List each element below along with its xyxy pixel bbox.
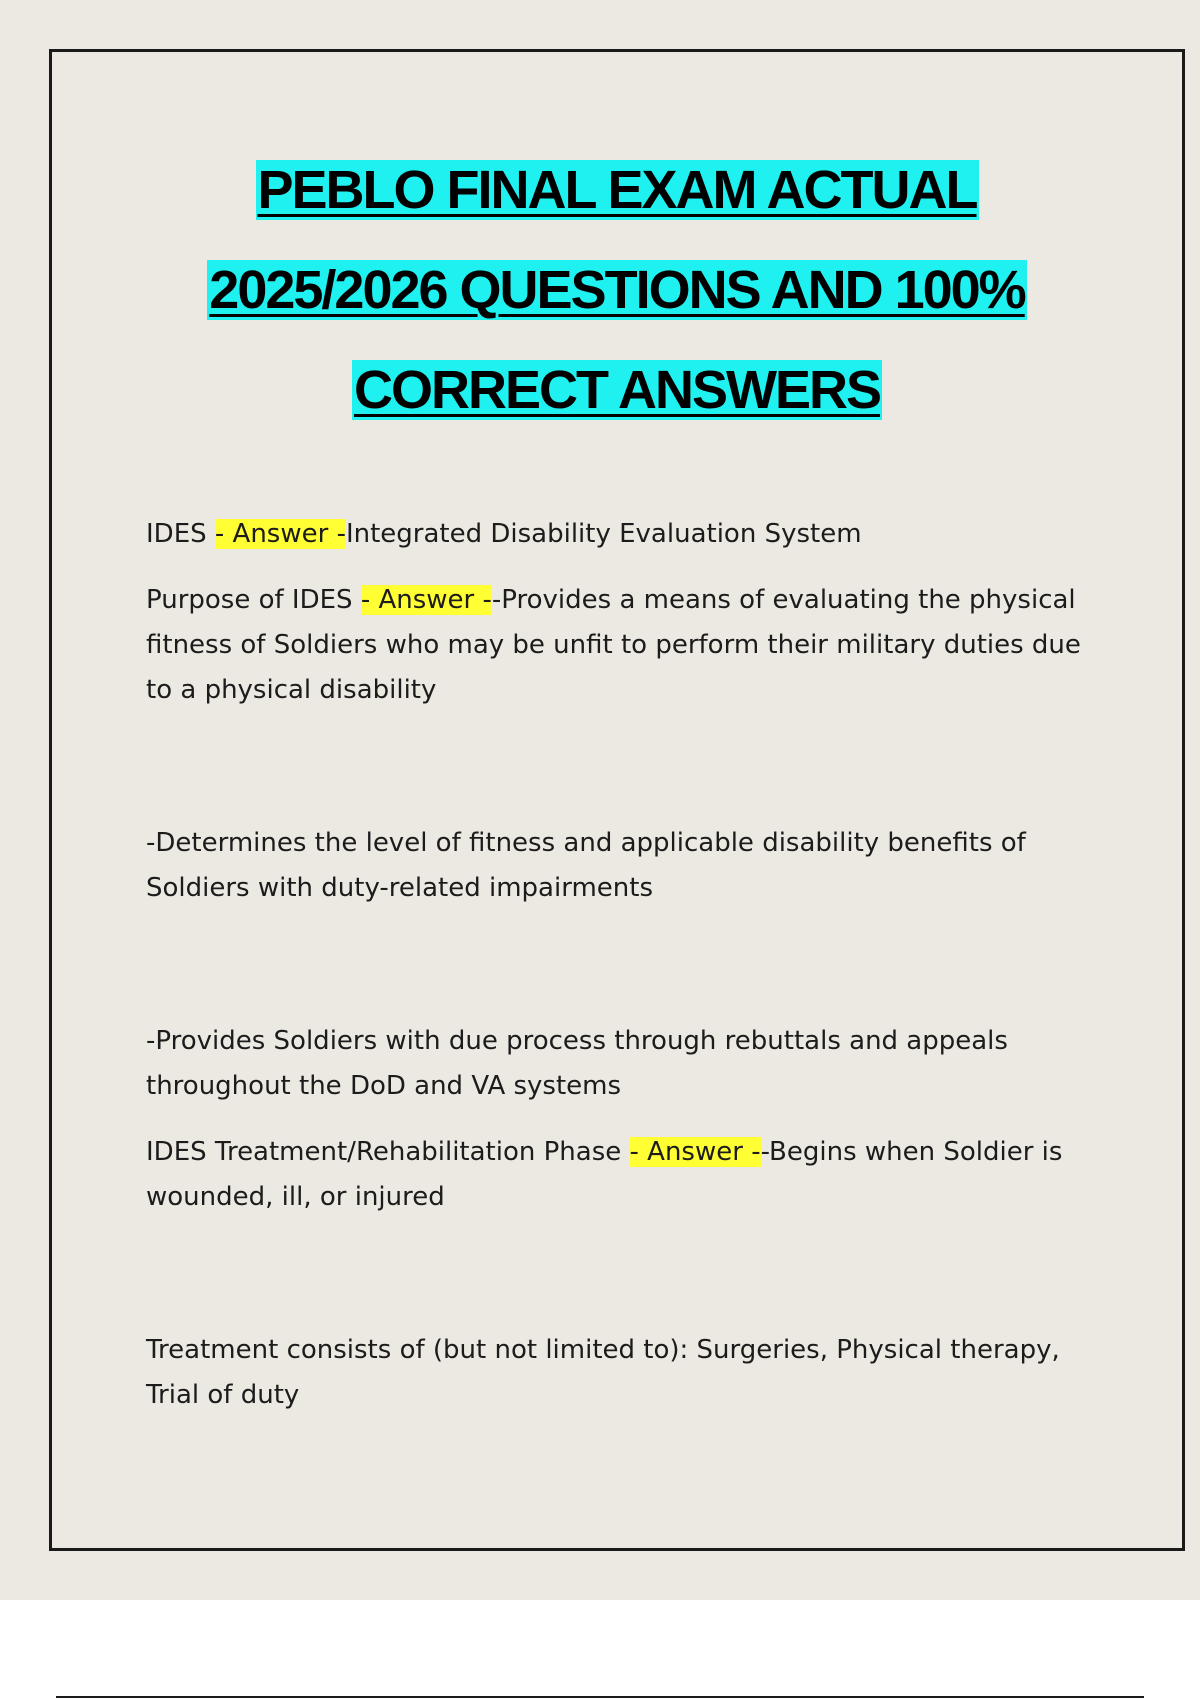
entry-term: IDES Treatment/Rehabilitation Phase [146,1137,630,1167]
entry-definition: -Provides a means of evaluating the physical fitness of Soldiers who may be unfit to perform their military duties due to a physical disability [146,585,1081,705]
title-line-1: PEBLO FINAL EXAM ACTUAL [257,160,977,220]
entry-definition: Integrated Disability Evaluation System [345,519,862,549]
qa-entry-ides [146,512,1096,557]
answer-label: - Answer - [360,585,492,615]
purpose-point-2: -Determines the level of fitness and applicable disability benefits of Soldiers with duty-related impairments [146,828,1026,903]
answer-label: - Answer - [629,1137,761,1167]
title-line-2: 2025/2026 QUESTIONS AND 100% [209,260,1025,320]
spacer [146,932,1096,1019]
qa-list [146,512,1096,1439]
qa-entry-treatment-phase [146,1130,1096,1220]
entry-term: IDES [146,519,215,549]
title-line [49,140,1185,240]
treatment-point-2: Treatment consists of (but not limited to): Surgeries, Physical therapy, Trial of duty [146,1335,1060,1410]
title-line [49,240,1185,340]
footer-divider [56,1696,1144,1698]
spacer [146,734,1096,821]
entry-definition: -Begins when Soldier is wounded, ill, or injured [146,1137,1063,1212]
entry-term: Purpose of IDES [146,585,361,615]
document-title [49,140,1185,440]
answer-label: - Answer - [214,519,346,549]
spacer [146,1241,1096,1328]
title-line-3: CORRECT ANSWERS [353,360,880,420]
qa-entry-purpose [146,578,1096,713]
purpose-point-3: -Provides Soldiers with due process through rebuttals and appeals throughout the DoD and VA systems [146,1026,1008,1101]
title-line [49,340,1185,440]
